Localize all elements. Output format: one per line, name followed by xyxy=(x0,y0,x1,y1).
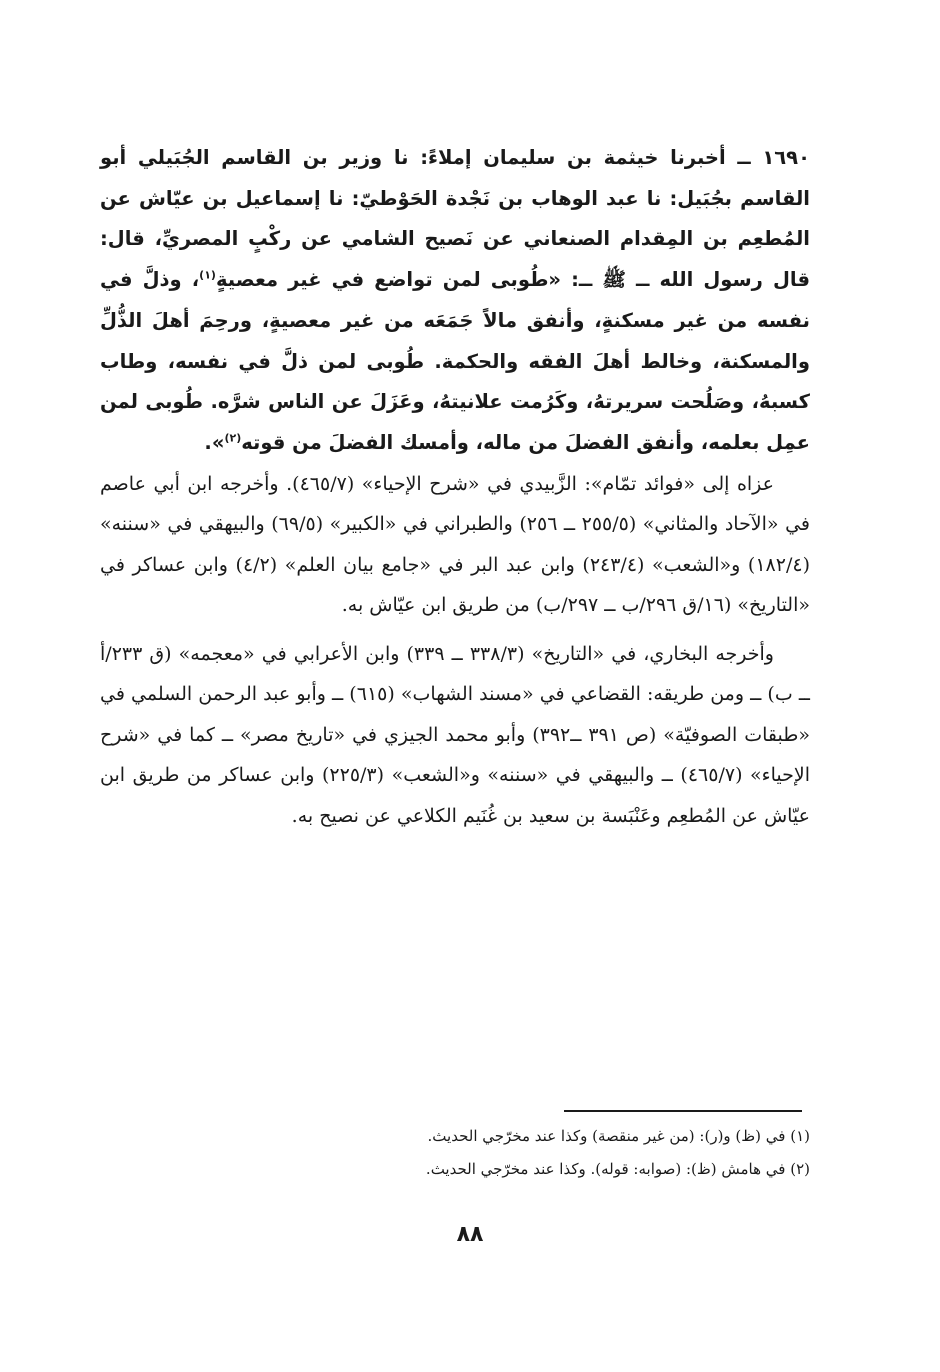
commentary-paragraph-1: عزاه إلى «فوائد تمّام»: الزَّبيدي في «شرح الإحياء» (٤٦٥/٧). وأخرجه ابن أبي عاصم في «الآحاد والمثاني» (٢٥٥/٥ ــ ٢٥٦) والطبراني في «الكبير» (٦٩/٥) والبيهقي في «سننه» (١٨٢/٤) و«الشعب» (٢٤٣/٤) وابن عبد البر في «جامع بيان العلم» (٤/٢) وابن عساكر في «التاريخ» (١٦/ق ٢٩٦/ب ــ ٢٩٧/ب) من طريق ابن عيّاش به. xyxy=(100,472,810,617)
hadith-number: ١٦٩٠ xyxy=(762,146,810,169)
footnote-ref-2[interactable]: (٢) xyxy=(224,431,242,445)
hadith-text xyxy=(100,138,810,464)
hadith-text-part-2: ، وذلَّ في نفسه من غير مسكنةٍ، وأنفق مالاً جَمَعَه من غير معصيةٍ، ورحِمَ أهلَ الذُّلِّ والمسكنة، وخالط أهلَ الفقه والحكمة. طُوبى لمن ذلَّ في نفسه، وطاب كسبهُ، وصَلُحت سريرتهُ، وكَرُمت علانيتهُ، وعَزَلَ عن الناس شرَّه. طُوبى لمن عمِل بعلمه، وأنفق الفضلَ من ماله، وأمسك الفضلَ من قوته xyxy=(100,268,810,454)
footnote-ref-1[interactable]: (١) xyxy=(199,268,216,282)
hadith-text-part-1: أخبرنا خيثمة بن سليمان إملاءً: نا وزير بن القاسم الجُبَيلي أبو القاسم بجُبَيل: نا عبد الوهاب بن نَجْدة الحَوْطيّ: نا إسماعيل بن عيّاش عن المُطعِم بن المِقدام الصنعاني عن نَصيح الشامي عن ركْبٍ المصريِّ، قال: قال رسول الله ــ ﷺ ــ: «طُوبى لمن تواضع في غير معصيةٍ xyxy=(100,146,811,292)
footnote-2: (٢) في هامش (ظ): (صوابه: قوله). وكذا عند مخرّجي الحديث. xyxy=(425,1160,810,1178)
hadith-dash: ــ xyxy=(725,146,763,169)
hadith-text-part-3: ». xyxy=(204,430,225,454)
page-body xyxy=(100,138,810,836)
footnote-separator xyxy=(564,1110,802,1112)
footnotes xyxy=(100,1120,810,1186)
footnote-1: (١) في (ظ) و(ر): (من غير منقصة) وكذا عند مخرّجي الحديث. xyxy=(427,1127,810,1145)
commentary-paragraph-2: وأخرجه البخاري، في «التاريخ» (٣٣٨/٣ ــ ٣٣٩) وابن الأعرابي في «معجمه» (ق ٢٣٣/أ ــ ب) ــ ومن طريقه: القضاعي في «مسند الشهاب» (٦١٥) ــ وأبو عبد الرحمن السلمي في «طبقات الصوفيّة» (ص ٣٩١ ــ٣٩٢) وأبو محمد الجيزي في «تاريخ مصر» ــ كما في «شرح الإحياء» (٤٦٥/٧) ــ والبيهقي في «سننه» و«الشعب» (٢٢٥/٣) وابن عساكر من طريق ابن عيّاش عن المُطعِم وعَنْبَسة بن سعيد بن غُنَيم الكلاعي عن نصيح به. xyxy=(100,642,810,827)
page-number: ٨٨ xyxy=(456,1222,484,1247)
